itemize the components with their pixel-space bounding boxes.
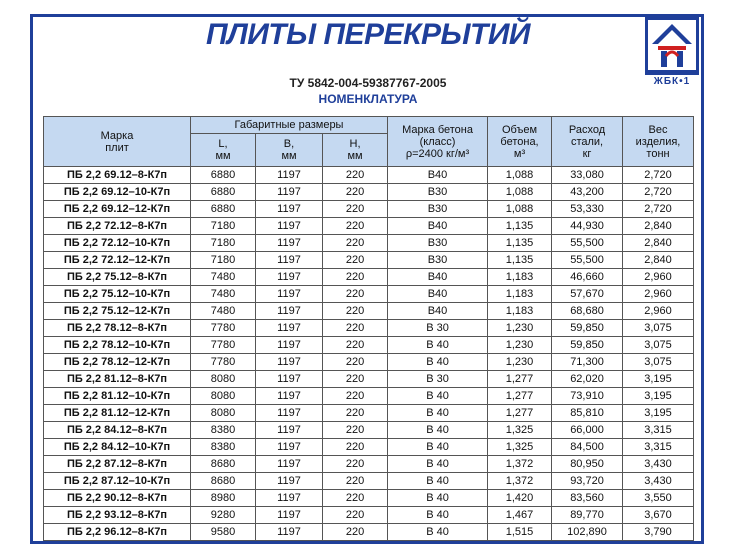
concrete-cell: В40 [388,218,488,235]
steel-cell: 57,670 [552,286,623,303]
volume-cell: 1,183 [488,286,552,303]
mark-cell: ПБ 2,2 81.12–12-К7п [44,405,191,422]
height-cell: 220 [323,320,388,337]
height-cell: 220 [323,167,388,184]
height-cell: 220 [323,388,388,405]
volume-cell: 1,325 [488,439,552,456]
mark-cell: ПБ 2,2 90.12–8-К7п [44,490,191,507]
width-cell: 1197 [256,201,323,218]
height-cell: 220 [323,337,388,354]
weight-cell: 3,195 [623,388,694,405]
width-cell: 1197 [256,354,323,371]
mark-cell: ПБ 2,2 69.12–10-К7п [44,184,191,201]
concrete-cell: В30 [388,201,488,218]
col-length-header: L, мм [191,134,256,167]
mark-cell: ПБ 2,2 69.12–8-К7п [44,167,191,184]
steel-cell: 59,850 [552,320,623,337]
length-cell: 7180 [191,218,256,235]
table-row [44,439,694,456]
width-cell: 1197 [256,507,323,524]
concrete-cell: В 30 [388,371,488,388]
weight-cell: 2,720 [623,184,694,201]
table-row [44,252,694,269]
steel-cell: 71,300 [552,354,623,371]
mark-cell: ПБ 2,2 75.12–10-К7п [44,286,191,303]
table-body [44,167,694,541]
volume-cell: 1,135 [488,218,552,235]
table-row [44,354,694,371]
weight-cell: 3,670 [623,507,694,524]
table-row [44,473,694,490]
width-cell: 1197 [256,439,323,456]
weight-cell: 3,790 [623,524,694,541]
steel-cell: 85,810 [552,405,623,422]
weight-cell: 3,075 [623,337,694,354]
table-row [44,218,694,235]
col-height-header: H, мм [323,134,388,167]
concrete-cell: В 40 [388,354,488,371]
weight-cell: 2,840 [623,218,694,235]
steel-cell: 66,000 [552,422,623,439]
height-cell: 220 [323,354,388,371]
steel-cell: 33,080 [552,167,623,184]
mark-cell: ПБ 2,2 96.12–8-К7п [44,524,191,541]
weight-cell: 3,315 [623,439,694,456]
length-cell: 7480 [191,286,256,303]
width-cell: 1197 [256,473,323,490]
table-row [44,184,694,201]
weight-cell: 2,840 [623,252,694,269]
col-mark-header: Марка плит [44,117,191,167]
height-cell: 220 [323,524,388,541]
length-cell: 8080 [191,388,256,405]
mark-cell: ПБ 2,2 72.12–8-К7п [44,218,191,235]
volume-cell: 1,230 [488,354,552,371]
mark-cell: ПБ 2,2 72.12–10-К7п [44,235,191,252]
steel-cell: 68,680 [552,303,623,320]
mark-cell: ПБ 2,2 93.12–8-К7п [44,507,191,524]
length-cell: 6880 [191,167,256,184]
table-row [44,490,694,507]
width-cell: 1197 [256,269,323,286]
volume-cell: 1,230 [488,320,552,337]
volume-cell: 1,372 [488,456,552,473]
height-cell: 220 [323,490,388,507]
length-cell: 7480 [191,269,256,286]
concrete-cell: В30 [388,184,488,201]
table-row [44,371,694,388]
length-cell: 8380 [191,422,256,439]
steel-cell: 59,850 [552,337,623,354]
concrete-cell: В 40 [388,473,488,490]
steel-cell: 89,770 [552,507,623,524]
concrete-cell: В 40 [388,490,488,507]
height-cell: 220 [323,405,388,422]
volume-cell: 1,088 [488,201,552,218]
height-cell: 220 [323,184,388,201]
steel-cell: 46,660 [552,269,623,286]
concrete-cell: В 40 [388,524,488,541]
concrete-cell: В 40 [388,422,488,439]
weight-cell: 2,720 [623,167,694,184]
width-cell: 1197 [256,422,323,439]
company-logo-icon [644,16,700,76]
height-cell: 220 [323,286,388,303]
length-cell: 7180 [191,252,256,269]
width-cell: 1197 [256,320,323,337]
col-weight-header: Вес изделия, тонн [623,117,694,167]
height-cell: 220 [323,371,388,388]
mark-cell: ПБ 2,2 72.12–12-К7п [44,252,191,269]
concrete-cell: В 40 [388,507,488,524]
spec-code: ТУ 5842-004-59387767-2005 [289,76,447,90]
concrete-cell: В 40 [388,337,488,354]
table-row [44,235,694,252]
width-cell: 1197 [256,252,323,269]
col-steel-header: Расход стали, кг [552,117,623,167]
height-cell: 220 [323,201,388,218]
concrete-cell: В 40 [388,388,488,405]
volume-cell: 1,277 [488,388,552,405]
weight-cell: 3,430 [623,456,694,473]
height-cell: 220 [323,252,388,269]
volume-cell: 1,183 [488,269,552,286]
width-cell: 1197 [256,303,323,320]
height-cell: 220 [323,218,388,235]
steel-cell: 93,720 [552,473,623,490]
table-row [44,269,694,286]
volume-cell: 1,515 [488,524,552,541]
volume-cell: 1,277 [488,371,552,388]
width-cell: 1197 [256,388,323,405]
table-row [44,337,694,354]
mark-cell: ПБ 2,2 78.12–8-К7п [44,320,191,337]
weight-cell: 2,960 [623,269,694,286]
length-cell: 9280 [191,507,256,524]
length-cell: 8680 [191,473,256,490]
col-dims-group-header: Габаритные размеры [191,117,388,134]
table-row [44,507,694,524]
length-cell: 7780 [191,320,256,337]
table-row [44,320,694,337]
concrete-cell: В 40 [388,439,488,456]
length-cell: 8080 [191,371,256,388]
table-row [44,524,694,541]
weight-cell: 3,195 [623,405,694,422]
height-cell: 220 [323,269,388,286]
volume-cell: 1,088 [488,184,552,201]
mark-cell: ПБ 2,2 75.12–12-К7п [44,303,191,320]
height-cell: 220 [323,456,388,473]
weight-cell: 2,960 [623,286,694,303]
steel-cell: 55,500 [552,235,623,252]
volume-cell: 1,135 [488,235,552,252]
steel-cell: 73,910 [552,388,623,405]
volume-cell: 1,420 [488,490,552,507]
height-cell: 220 [323,303,388,320]
length-cell: 8680 [191,456,256,473]
steel-cell: 53,330 [552,201,623,218]
width-cell: 1197 [256,235,323,252]
width-cell: 1197 [256,286,323,303]
logo-text: ЖБК•1 [653,76,691,87]
length-cell: 8380 [191,439,256,456]
weight-cell: 3,315 [623,422,694,439]
table-row [44,388,694,405]
concrete-cell: В40 [388,269,488,286]
weight-cell: 3,430 [623,473,694,490]
steel-cell: 80,950 [552,456,623,473]
length-cell: 8980 [191,490,256,507]
table-header-row [44,117,694,134]
height-cell: 220 [323,422,388,439]
concrete-cell: В 40 [388,456,488,473]
width-cell: 1197 [256,490,323,507]
col-volume-header: Объем бетона, м³ [488,117,552,167]
concrete-cell: В40 [388,303,488,320]
height-cell: 220 [323,507,388,524]
mark-cell: ПБ 2,2 87.12–10-К7п [44,473,191,490]
height-cell: 220 [323,235,388,252]
width-cell: 1197 [256,524,323,541]
volume-cell: 1,325 [488,422,552,439]
length-cell: 7180 [191,235,256,252]
length-cell: 8080 [191,405,256,422]
weight-cell: 2,720 [623,201,694,218]
table-row [44,422,694,439]
length-cell: 7780 [191,337,256,354]
length-cell: 6880 [191,184,256,201]
width-cell: 1197 [256,218,323,235]
width-cell: 1197 [256,337,323,354]
table-row [44,201,694,218]
weight-cell: 3,075 [623,320,694,337]
steel-cell: 43,200 [552,184,623,201]
steel-cell: 102,890 [552,524,623,541]
width-cell: 1197 [256,456,323,473]
length-cell: 7780 [191,354,256,371]
mark-cell: ПБ 2,2 81.12–10-К7п [44,388,191,405]
volume-cell: 1,183 [488,303,552,320]
height-cell: 220 [323,439,388,456]
page-title: ПЛИТЫ ПЕРЕКРЫТИЙ [206,18,530,51]
mark-cell: ПБ 2,2 81.12–8-К7п [44,371,191,388]
weight-cell: 3,075 [623,354,694,371]
concrete-cell: В 30 [388,320,488,337]
mark-cell: ПБ 2,2 69.12–12-К7п [44,201,191,218]
length-cell: 9580 [191,524,256,541]
weight-cell: 3,195 [623,371,694,388]
mark-cell: ПБ 2,2 84.12–10-К7п [44,439,191,456]
steel-cell: 62,020 [552,371,623,388]
volume-cell: 1,135 [488,252,552,269]
col-width-header: B, мм [256,134,323,167]
mark-cell: ПБ 2,2 75.12–8-К7п [44,269,191,286]
table-row [44,167,694,184]
steel-cell: 83,560 [552,490,623,507]
steel-cell: 84,500 [552,439,623,456]
width-cell: 1197 [256,167,323,184]
width-cell: 1197 [256,371,323,388]
height-cell: 220 [323,473,388,490]
width-cell: 1197 [256,184,323,201]
width-cell: 1197 [256,405,323,422]
concrete-cell: В40 [388,286,488,303]
table-row [44,303,694,320]
volume-cell: 1,467 [488,507,552,524]
table-row [44,405,694,422]
volume-cell: 1,277 [488,405,552,422]
mark-cell: ПБ 2,2 78.12–10-К7п [44,337,191,354]
weight-cell: 2,840 [623,235,694,252]
volume-cell: 1,230 [488,337,552,354]
concrete-cell: В30 [388,252,488,269]
concrete-cell: В 40 [388,405,488,422]
concrete-cell: В40 [388,167,488,184]
subtitle: НОМЕНКЛАТУРА [318,92,418,106]
length-cell: 6880 [191,201,256,218]
mark-cell: ПБ 2,2 84.12–8-К7п [44,422,191,439]
table-row [44,456,694,473]
mark-cell: ПБ 2,2 78.12–12-К7п [44,354,191,371]
mark-cell: ПБ 2,2 87.12–8-К7п [44,456,191,473]
concrete-cell: В30 [388,235,488,252]
volume-cell: 1,088 [488,167,552,184]
steel-cell: 55,500 [552,252,623,269]
col-concrete-header: Марка бетона (класс) ρ=2400 кг/м³ [388,117,488,167]
table-row [44,286,694,303]
volume-cell: 1,372 [488,473,552,490]
nomenclature-table [43,116,694,541]
weight-cell: 2,960 [623,303,694,320]
steel-cell: 44,930 [552,218,623,235]
weight-cell: 3,550 [623,490,694,507]
length-cell: 7480 [191,303,256,320]
